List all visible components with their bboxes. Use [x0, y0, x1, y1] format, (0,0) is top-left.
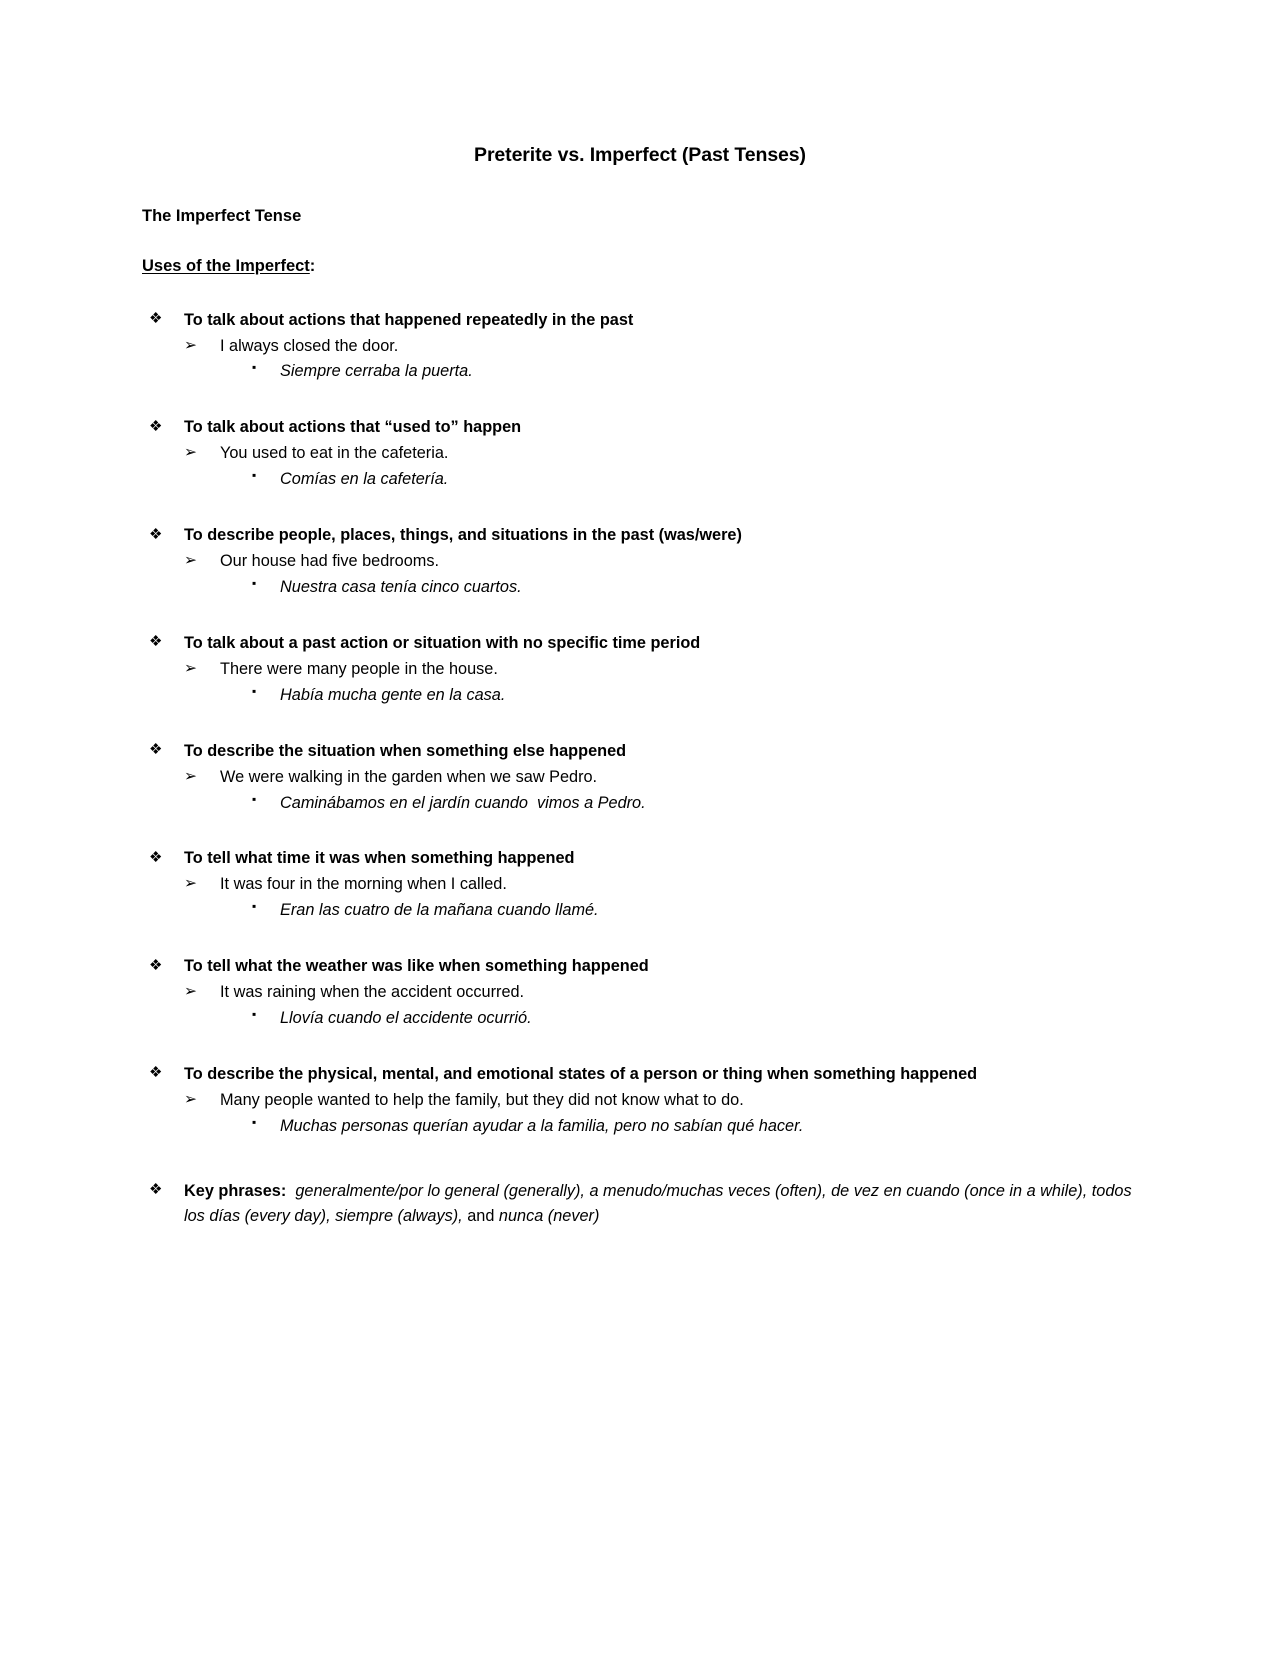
key-phrases-label: Key phrases: — [184, 1181, 287, 1200]
diamond-bullet-icon: ❖ — [149, 633, 163, 651]
english-example-text: You used to eat in the cafeteria. — [220, 444, 449, 463]
spanish-example-text: Eran las cuatro de la mañana cuando llamé. — [280, 901, 599, 920]
list-item-spanish-example — [252, 575, 1138, 600]
diamond-bullet-icon: ❖ — [149, 848, 163, 866]
list-item-english-example — [184, 549, 1138, 574]
arrowhead-bullet-icon: ➢ — [184, 659, 197, 677]
rule-text: To describe the situation when something else happened — [184, 741, 627, 760]
spanish-example-text: Nuestra casa tenía cinco cuartos. — [280, 578, 522, 596]
uses-of-the-imperfect-list — [142, 308, 1138, 1229]
square-bullet-icon: ▪ — [252, 1114, 257, 1129]
diamond-bullet-icon: ❖ — [149, 1181, 163, 1199]
english-example-text: I always closed the door. — [220, 336, 399, 355]
spanish-example-text: Comías en la cafetería. — [280, 470, 449, 489]
english-example-text: Our house had five bedrooms. — [220, 552, 440, 571]
english-example-text: It was raining when the accident occurred. — [220, 983, 525, 1002]
list-item-english-example — [184, 334, 1138, 359]
key-phrases-part2: nunca (never) — [498, 1206, 600, 1225]
square-bullet-icon: ▪ — [252, 791, 257, 806]
list-item-english-example — [184, 441, 1138, 466]
rule-text: To talk about a past action or situation with no specific time period — [184, 633, 701, 652]
section-heading: The Imperfect Tense — [142, 207, 302, 226]
list-item-rule — [149, 1062, 1138, 1087]
arrowhead-bullet-icon: ➢ — [184, 767, 197, 785]
list-item-spanish-example — [252, 683, 1138, 708]
rule-text: To describe people, places, things, and situations in the past (was/were) — [184, 526, 742, 545]
arrowhead-bullet-icon: ➢ — [184, 444, 197, 462]
key-phrases-connector: and — [462, 1206, 499, 1225]
square-bullet-icon: ▪ — [252, 360, 257, 375]
list-item-rule — [149, 308, 1138, 333]
list-item-spanish-example — [252, 359, 1138, 384]
square-bullet-icon: ▪ — [252, 899, 257, 914]
spanish-example-text: Caminábamos en el jardín cuando vimos a Pedro. — [280, 793, 646, 812]
spanish-example-text: Muchas personas querían ayudar a la familia, pero no sabían qué hacer. — [280, 1116, 804, 1135]
square-bullet-icon: ▪ — [252, 576, 257, 590]
list-item-spanish-example — [252, 467, 1138, 492]
page-title: Preterite vs. Imperfect (Past Tenses) — [474, 144, 806, 166]
square-bullet-icon: ▪ — [252, 1007, 257, 1022]
diamond-bullet-icon: ❖ — [149, 956, 163, 974]
spanish-example-text: Siempre cerraba la puerta. — [280, 362, 473, 381]
arrowhead-bullet-icon: ➢ — [184, 336, 197, 354]
rule-text: To tell what time it was when something happened — [184, 849, 575, 868]
list-item-english-example — [184, 872, 1138, 897]
arrowhead-bullet-icon: ➢ — [184, 1090, 197, 1108]
list-item-spanish-example — [252, 1114, 1138, 1139]
rule-text: To describe the physical, mental, and emotional states of a person or thing when something happened — [184, 1064, 978, 1083]
list-item-rule — [149, 846, 1138, 871]
square-bullet-icon: ▪ — [252, 683, 257, 698]
list-item-english-example — [184, 657, 1138, 682]
list-item-rule — [149, 415, 1138, 440]
sub-heading-underlined-text: Uses of the Imperfect — [142, 257, 310, 275]
list-item-rule — [149, 954, 1138, 979]
sub-heading — [142, 227, 1138, 277]
list-item-rule — [149, 631, 1138, 656]
rule-text: To tell what the weather was like when something happened — [184, 957, 649, 976]
spanish-example-text: Llovía cuando el accidente ocurrió. — [280, 1009, 532, 1028]
spanish-example-text: Había mucha gente en la casa. — [280, 685, 506, 704]
square-bullet-icon: ▪ — [252, 468, 257, 483]
list-item-rule — [149, 523, 1138, 548]
diamond-bullet-icon: ❖ — [149, 310, 163, 328]
list-item-spanish-example — [252, 898, 1138, 923]
english-example-text: Many people wanted to help the family, but they did not know what to do. — [220, 1090, 744, 1109]
list-item-spanish-example — [252, 791, 1138, 816]
arrowhead-bullet-icon: ➢ — [184, 552, 197, 570]
key-phrases-part1: generalmente/por lo general (generally), a menudo/muchas veces (often), de vez en cuando (once in a while), todos los días (every day), siempre (always), — [184, 1181, 1132, 1225]
list-item-spanish-example — [252, 1006, 1138, 1031]
english-example-text: We were walking in the garden when we saw Pedro. — [220, 767, 598, 786]
diamond-bullet-icon: ❖ — [149, 417, 163, 435]
rule-text: To talk about actions that happened repeatedly in the past — [184, 310, 634, 329]
list-item-english-example — [184, 765, 1138, 790]
diamond-bullet-icon: ❖ — [149, 741, 163, 759]
diamond-bullet-icon: ❖ — [149, 525, 163, 543]
sub-heading-colon: : — [309, 257, 316, 275]
list-item-rule — [149, 739, 1138, 764]
arrowhead-bullet-icon: ➢ — [184, 875, 197, 893]
list-item-english-example — [184, 980, 1138, 1005]
english-example-text: It was four in the morning when I called. — [220, 875, 507, 894]
arrowhead-bullet-icon: ➢ — [184, 983, 197, 1001]
key-phrases-item — [149, 1179, 1138, 1229]
list-item-english-example — [184, 1088, 1138, 1113]
diamond-bullet-icon: ❖ — [149, 1064, 163, 1082]
english-example-text: There were many people in the house. — [220, 659, 498, 678]
rule-text: To talk about actions that “used to” happen — [184, 418, 522, 437]
